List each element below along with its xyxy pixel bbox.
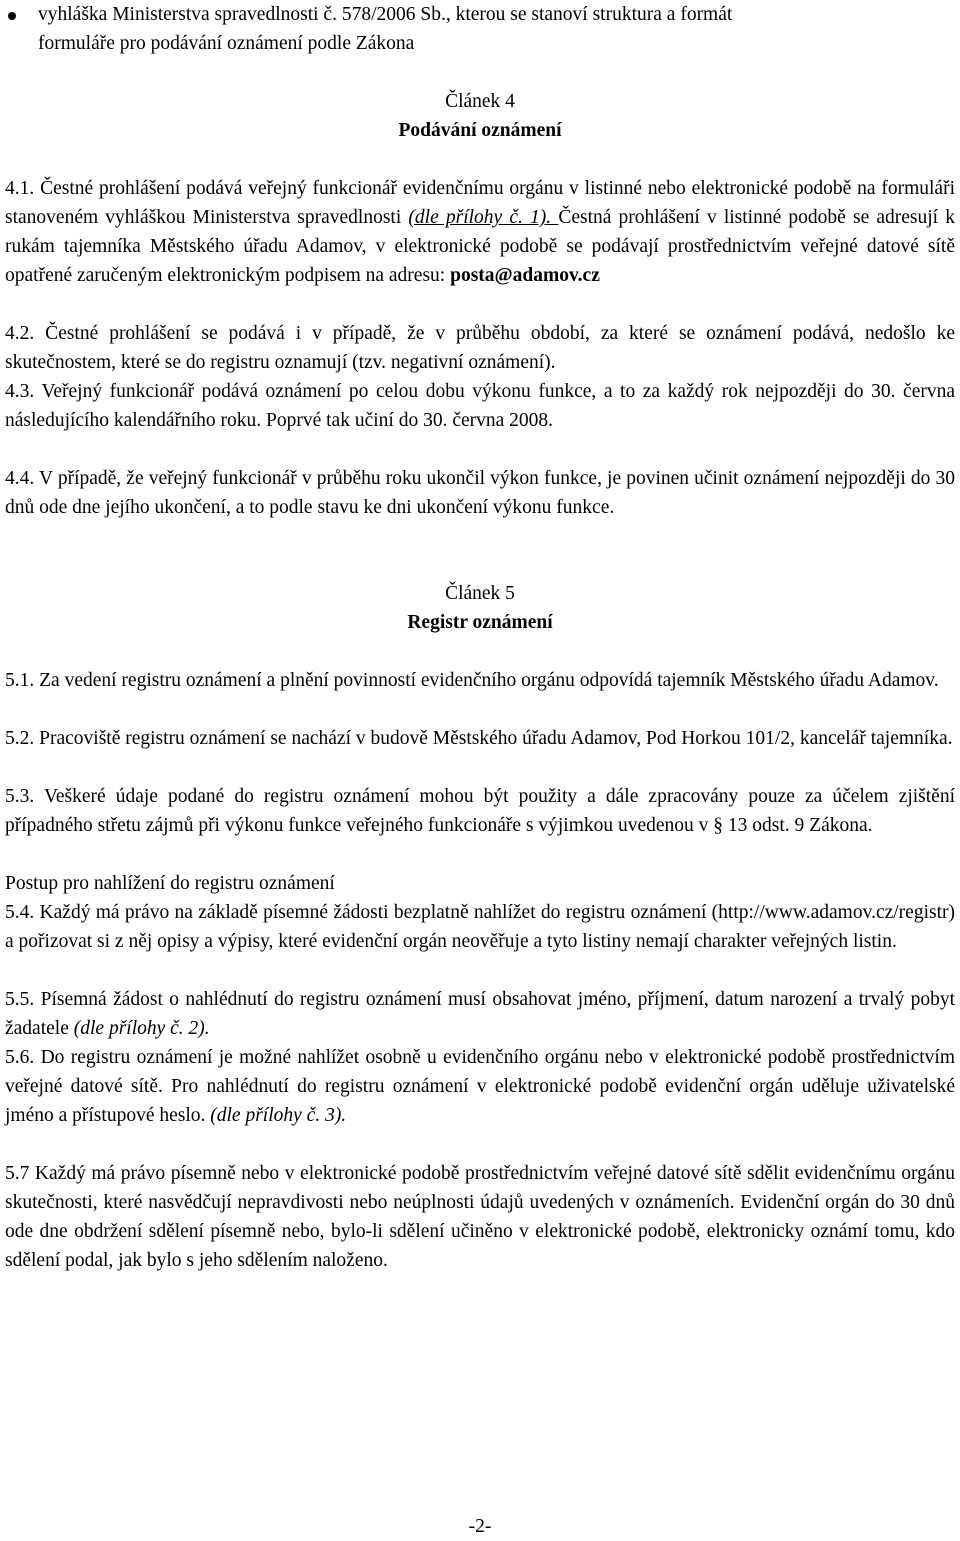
paragraph-5-6 — [5, 1043, 955, 1130]
paragraph-5-5 — [5, 985, 955, 1043]
paragraph-4-1-rest: Čestná prohlášení v listinné podobě se adresují k rukám tajemníka Městského úřadu Adamov, v elektronické podobě se podávají prostřednictvím veřejné datové sítě opatřené zaručeným elektronickým podpisem na adresu: — [5, 207, 956, 286]
paragraph-5-3: 5.3. Veškeré údaje podané do registru oznámení mohou být použity a dále zpracovány pouze za účelem zjištění případného střetu zájmů při výkonu funkce veřejného funkcionáře s výjimkou uvedenou v § 13 odst. 9 Zákona. — [5, 786, 955, 836]
email-address: posta@adamov.cz — [450, 265, 600, 286]
annex-2-reference: (dle přílohy č. 2). — [73, 1018, 210, 1039]
intro-line-1: vyhláška Ministerstva spravedlnosti č. 578/2006 Sb., kterou se stanoví struktura a formát — [38, 4, 733, 25]
paragraph-5-1: 5.1. Za vedení registru oznámení a plnění povinností evidenčního orgánu odpovídá tajemník Městského úřadu Adamov. — [5, 670, 939, 691]
paragraph-4-1 — [5, 174, 955, 290]
article-4-heading: Článek 4 — [445, 91, 515, 112]
registry-access-subheading: Postup pro nahlížení do registru oznámení — [5, 873, 335, 894]
paragraph-5-7: 5.7 Každý má právo písemně nebo v elektronické podobě prostřednictvím veřejné datové sítě sdělit evidenčnímu orgánu skutečnosti, které nasvědčují nepravdivosti nebo neúplnosti údajů uvedených v oznámeních. Evidenční orgán do 30 dnů ode dne obdržení sdělení písemně nebo, bylo-li sdělení učiněno v elektronické podobě, elektronicky oznámí tomu, kdo sdělení podal, jak bylo s jeho sdělením naloženo. — [5, 1163, 955, 1271]
annex-3-reference: (dle přílohy č. 3). — [210, 1105, 347, 1126]
article-4-title: Podávání oznámení — [398, 120, 562, 141]
article-5-heading: Článek 5 — [445, 583, 515, 604]
paragraph-5-2: 5.2. Pracoviště registru oznámení se nachází v budově Městského úřadu Adamov, Pod Horkou 101/2, kancelář tajemníka. — [5, 728, 953, 749]
paragraph-4-2: 4.2. Čestné prohlášení se podává i v případě, že v průběhu období, za které se oznámení podává, nedošlo ke skutečnostem, které se do registru oznamují (tzv. negativní oznámení). — [5, 323, 955, 373]
paragraph-5-4: 5.4. Každý má právo na základě písemné žádosti bezplatně nahlížet do registru oznámení (http://www.adamov.cz/registr) a pořizovat si z něj opisy a výpisy, které evidenční orgán neověřuje a tyto listiny nemají charakter veřejných listin. — [5, 902, 955, 952]
article-5-title: Registr oznámení — [407, 612, 553, 633]
intro-bullet — [0, 0, 960, 60]
bullet-icon — [8, 12, 16, 20]
paragraph-4-4: 4.4. V případě, že veřejný funkcionář v průběhu roku ukončil výkon funkce, je povinen učinit oznámení nejpozději do 30 dnů ode dne jejího ukončení, a to podle stavu ke dni ukončení výkonu funkce. — [5, 468, 955, 518]
page-number: -2- — [468, 1516, 492, 1537]
paragraph-4-3: 4.3. Veřejný funkcionář podává oznámení po celou dobu výkonu funkce, a to za každý rok nejpozději do 30. června následujícího kalendářního roku. Poprvé tak učiní do 30. června 2008. — [5, 381, 955, 431]
paragraph-5-5-main: 5.5. Písemná žádost o nahlédnutí do registru oznámení musí obsahovat jméno, příjmení, datum narození a trvalý pobyt žadatele — [5, 989, 955, 1039]
intro-line-2: formuláře pro podávání oznámení podle Zákona — [38, 33, 415, 54]
annex-1-reference: (dle přílohy č. 1). — [408, 207, 559, 228]
paragraph-5-6-main: 5.6. Do registru oznámení je možné nahlížet osobně u evidenčního orgánu nebo v elektronické podobě prostřednictvím veřejné datové sítě. Pro nahlédnutí do registru oznámení v elektronické podobě evidenční orgán uděluje uživatelské jméno a přístupové heslo. — [5, 1047, 955, 1126]
paragraph-4-1-main: 4.1. Čestné prohlášení podává veřejný funkcionář evidenčnímu orgánu v listinné nebo elektronické podobě na formuláři stanoveném vyhláškou Ministerstva spravedlnosti — [5, 178, 955, 228]
